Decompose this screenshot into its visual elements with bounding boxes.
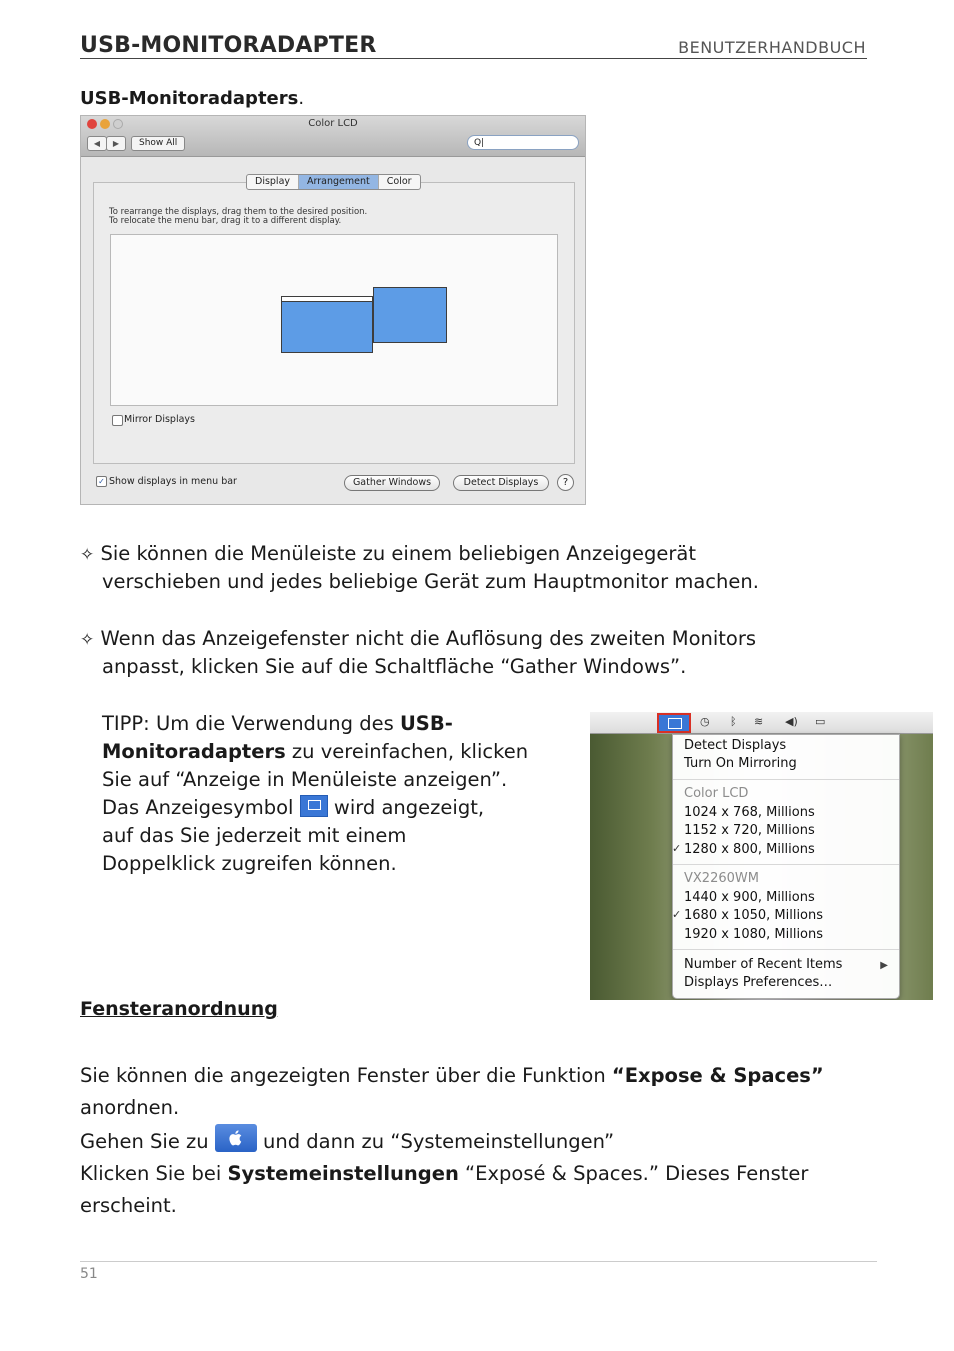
menu-header-vx2260wm: VX2260WM bbox=[684, 871, 759, 886]
primary-display-thumbnail bbox=[281, 296, 373, 353]
section-title: Fensteranordnung bbox=[80, 998, 278, 1020]
volume-icon: ◀) bbox=[785, 715, 798, 728]
menu-header-color-lcd: Color LCD bbox=[684, 786, 749, 801]
paragraph-line bbox=[80, 1060, 900, 1092]
instruction-line: To relocate the menu bar, drag it to a different display. bbox=[109, 216, 342, 226]
mirror-displays-label: Mirror Displays bbox=[124, 414, 195, 425]
search-field: Q| bbox=[467, 135, 579, 150]
bullet-item bbox=[80, 540, 880, 569]
header-subtitle: BENUTZERHANDBUCH bbox=[678, 38, 866, 57]
header-title: USB-MONITORADAPTER bbox=[80, 33, 377, 58]
show-in-menu-bar-checkbox: ✓ bbox=[96, 476, 107, 487]
section-paragraph bbox=[80, 1124, 900, 1222]
paragraph-bold: “Expose & Spaces” bbox=[611, 1064, 824, 1087]
display-menu-icon bbox=[657, 713, 691, 733]
menu-item-label: 1280 x 800, Millions bbox=[684, 842, 815, 857]
tip-paragraph bbox=[102, 710, 572, 878]
menu-item-displays-preferences: Displays Preferences… bbox=[684, 975, 833, 990]
paragraph-bold: Systemeinstellungen bbox=[227, 1162, 459, 1185]
menu-bar bbox=[590, 712, 933, 734]
subheading-bold: USB-Monitoradapters bbox=[80, 88, 299, 109]
menu-separator bbox=[673, 949, 899, 950]
tip-bold: Monitoradapters bbox=[102, 740, 286, 763]
menu-item-detect-displays: Detect Displays bbox=[684, 738, 787, 753]
bullet-continuation: anpasst, klicken Sie auf die Schaltfläche “Gather Windows”. bbox=[102, 655, 687, 678]
menu-item-turn-on-mirroring: Turn On Mirroring bbox=[684, 756, 797, 771]
arrangement-instructions bbox=[109, 208, 367, 226]
battery-icon: ▭ bbox=[815, 715, 826, 728]
apple-menu-icon bbox=[215, 1124, 257, 1152]
paragraph-text: Klicken Sie bei bbox=[80, 1162, 228, 1185]
bullet-text-line: Wenn das Anzeigefenster nicht die Auflösung des zweiten Monitors bbox=[100, 627, 757, 650]
menu-bar-indicator bbox=[282, 297, 372, 302]
tip-text: Das Anzeigesymbol bbox=[102, 796, 300, 819]
tip-line: Sie auf “Anzeige in Menüleiste anzeigen”. bbox=[102, 768, 508, 791]
instruction-line: To rearrange the displays, drag them to the desired position. bbox=[109, 207, 368, 217]
help-button: ? bbox=[557, 474, 574, 491]
menu-item-resolution-checked bbox=[672, 842, 815, 857]
tip-bold: USB- bbox=[399, 712, 453, 735]
time-machine-icon: ◷ bbox=[700, 715, 710, 728]
paragraph-text: “Exposé & Spaces.” Dieses Fenster bbox=[458, 1162, 809, 1185]
window-toolbar bbox=[81, 116, 585, 157]
menu-item-resolution: 1920 x 1080, Millions bbox=[684, 927, 824, 942]
back-button: ◀ bbox=[87, 136, 107, 151]
show-in-menu-bar-label: Show displays in menu bar bbox=[109, 476, 237, 487]
paragraph-text: und dann zu “Systemeinstellungen” bbox=[256, 1130, 615, 1153]
arrangement-area bbox=[110, 234, 558, 406]
show-all-button: Show All bbox=[131, 136, 185, 151]
gather-windows-button: Gather Windows bbox=[344, 475, 440, 491]
menu-item-label: 1680 x 1050, Millions bbox=[684, 908, 824, 923]
tip-text: wird angezeigt, bbox=[327, 796, 485, 819]
menu-item-resolution: 1152 x 720, Millions bbox=[684, 823, 815, 838]
bullet-text-line: Sie können die Menüleiste zu einem beliebigen Anzeigegerät bbox=[100, 542, 697, 565]
bullet-continuation: verschieben und jedes beliebige Gerät zum Hauptmonitor machen. bbox=[102, 570, 759, 593]
paragraph-line bbox=[80, 1124, 900, 1158]
menu-item-resolution-checked bbox=[672, 908, 824, 923]
tip-line: Doppelklick zugreifen können. bbox=[102, 852, 397, 875]
menu-separator bbox=[673, 864, 899, 865]
paragraph-text: Gehen Sie zu bbox=[80, 1130, 215, 1153]
footer-rule bbox=[80, 1261, 877, 1262]
bullet-marker: ✧ bbox=[80, 545, 95, 565]
bluetooth-icon: ᛒ bbox=[730, 715, 737, 728]
tab-display: Display bbox=[247, 175, 299, 189]
forward-button: ▶ bbox=[106, 136, 126, 151]
display-icon bbox=[300, 795, 328, 817]
paragraph-line: erscheint. bbox=[80, 1194, 177, 1217]
bullet-item bbox=[80, 625, 880, 654]
tip-line bbox=[102, 738, 572, 766]
tip-line bbox=[102, 710, 572, 738]
section-paragraph bbox=[80, 1060, 900, 1124]
color-lcd-window-screenshot bbox=[80, 115, 586, 505]
pane-tabs bbox=[246, 174, 421, 190]
paragraph-text: Sie können die angezeigten Fenster über die Funktion bbox=[80, 1064, 612, 1087]
header-rule bbox=[80, 58, 867, 59]
tab-color: Color bbox=[386, 176, 412, 187]
menu-separator bbox=[673, 779, 899, 780]
paragraph-line bbox=[80, 1158, 900, 1190]
page-number: 51 bbox=[80, 1266, 98, 1282]
bullet-marker: ✧ bbox=[80, 630, 95, 650]
subheading-suffix: . bbox=[298, 88, 305, 109]
paragraph-line: anordnen. bbox=[80, 1096, 180, 1119]
secondary-display-thumbnail bbox=[373, 287, 447, 343]
menu-item-resolution: 1024 x 768, Millions bbox=[684, 805, 815, 820]
menu-item-recent-items: Number of Recent Items bbox=[684, 957, 843, 972]
wifi-icon: ≋ bbox=[754, 715, 764, 728]
tip-line bbox=[102, 794, 572, 822]
tip-text: TIPP: Um die Verwendung des bbox=[102, 712, 400, 735]
section-subheading bbox=[80, 88, 304, 109]
window-title: Color LCD bbox=[308, 118, 358, 129]
display-menu-screenshot bbox=[590, 712, 933, 1000]
submenu-arrow-icon: ▶ bbox=[880, 960, 888, 971]
tip-line: auf das Sie jederzeit mit einem bbox=[102, 824, 407, 847]
display-dropdown-menu bbox=[672, 734, 900, 999]
menu-item-resolution: 1440 x 900, Millions bbox=[684, 890, 815, 905]
tab-arrangement: Arrangement bbox=[299, 175, 379, 189]
checkmark-icon: ✓ bbox=[672, 908, 682, 921]
checkmark-icon: ✓ bbox=[672, 842, 682, 855]
mirror-displays-checkbox bbox=[112, 415, 123, 426]
tip-text: zu vereinfachen, klicken bbox=[285, 740, 529, 763]
detect-displays-button: Detect Displays bbox=[453, 475, 549, 491]
